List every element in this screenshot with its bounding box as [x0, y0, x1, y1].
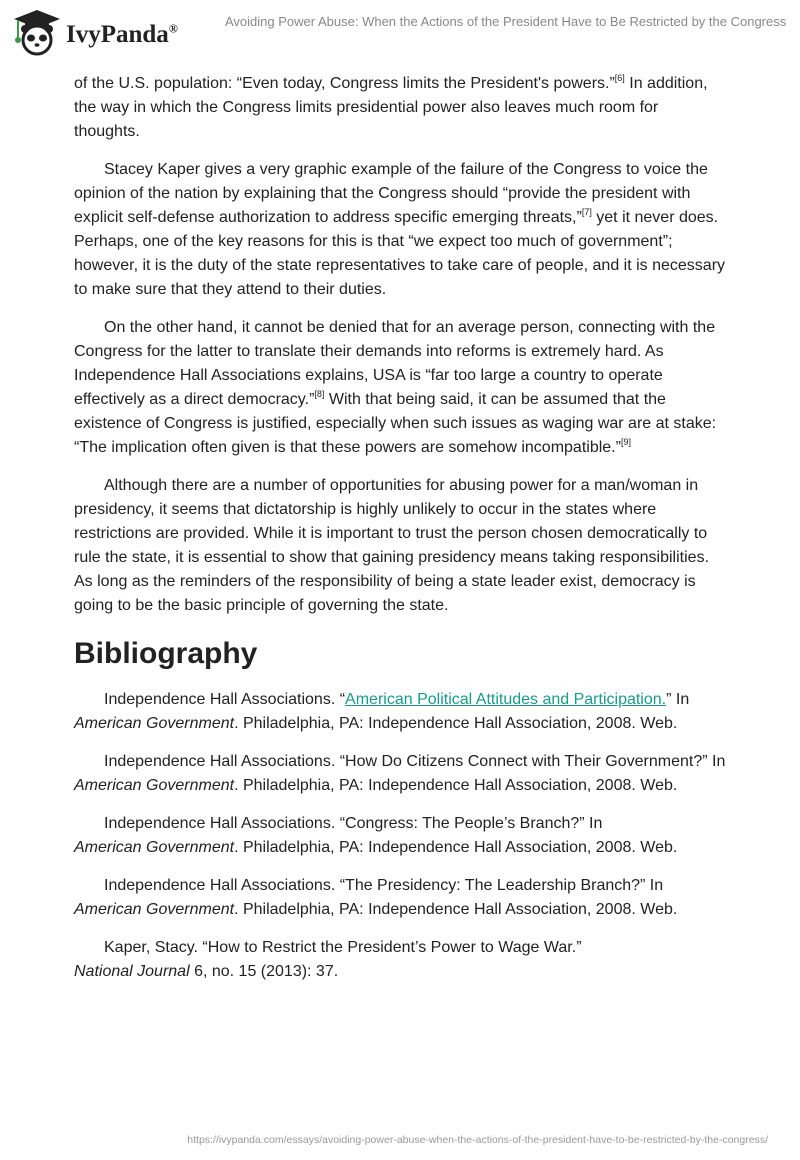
essay-content: [74, 72, 728, 998]
paragraph: [74, 474, 728, 618]
panda-graduate-icon: [12, 8, 62, 56]
entry-title: National Journal: [74, 963, 190, 980]
entry-text: . Philadelphia, PA: Independence Hall Association, 2008. Web.: [234, 715, 678, 732]
entry-text: . Philadelphia, PA: Independence Hall Association, 2008. Web.: [234, 901, 678, 918]
entry-text: Independence Hall Associations. “How Do Citizens Connect with Their Government?” In: [104, 753, 726, 770]
paragraph: [74, 158, 728, 302]
paragraph-text: Although there are a number of opportunities for abusing power for a man/woman in presidency, it seems that dictatorship is highly unlikely to occur in the states where restrictions are provided. While it is important to trust the person chosen democratically to rule the state, it is essential to show that gaining presidency means taking responsibilities. As long as the reminders of the responsibility of being a state leader exist, democracy is going to be the basic principle of governing the state.: [74, 477, 710, 614]
page-header: [0, 0, 800, 60]
entry-text: ” In: [666, 691, 690, 708]
bibliography-heading: Bibliography: [74, 637, 258, 670]
bibliography-entry: [74, 812, 728, 860]
entry-text: 6, no. 15 (2013): 37.: [189, 963, 339, 980]
bibliography-entry: [74, 688, 728, 736]
footnote-ref[interactable]: [7]: [581, 207, 592, 217]
entry-text: . Philadelphia, PA: Independence Hall Association, 2008. Web.: [234, 839, 678, 856]
paragraph-text: With that being said, it can be assumed that the existence of Congress is justified, especially when such issues as waging war are at stake: “The implication often given is that these powers are somehow incompatible.”: [74, 391, 717, 456]
paragraph-text: In addition, the way in which the Congress limits presidential power also leaves much room for thoughts.: [74, 75, 708, 140]
page-url[interactable]: https://ivypanda.com/essays/avoiding-power-abuse-when-the-actions-of-the-president-have-to-be-restricted-by-the-congress/: [187, 1134, 768, 1146]
footnote-ref[interactable]: [6]: [614, 73, 625, 83]
entry-title: American Government: [74, 777, 235, 794]
logo-text: IvyPanda: [66, 21, 169, 48]
footnote-ref[interactable]: [9]: [620, 437, 631, 447]
entry-text: Independence Hall Associations. “Congress: The People’s Branch?” In: [104, 815, 603, 832]
entry-title: American Government: [74, 839, 235, 856]
bibliography-entry: [74, 750, 728, 798]
registered-mark: ®: [168, 21, 178, 36]
entry-title: American Government: [74, 901, 235, 918]
entry-title: American Government: [74, 715, 235, 732]
paragraph-text: On the other hand, it cannot be denied that for an average person, connecting with the Congress for the latter to translate their demands into reforms is extremely hard. As Independence Hall Associations explains, USA is “far too large a country to operate effectively as a direct democracy.”: [74, 319, 716, 408]
entry-text: . Philadelphia, PA: Independence Hall Association, 2008. Web.: [234, 777, 678, 794]
paragraph: [74, 72, 728, 144]
entry-text: Kaper, Stacy. “How to Restrict the President’s Power to Wage War.”: [104, 939, 582, 956]
paragraph: [74, 316, 728, 460]
bibliography-entry: [74, 874, 728, 922]
paragraph-text: of the U.S. population: “Even today, Congress limits the President's powers.”: [74, 75, 615, 92]
paragraph-text: Stacey Kaper gives a very graphic example of the failure of the Congress to voice the opinion of the nation by explaining that the Congress should “provide the president with explicit self-defense authorization to address specific emerging threats,”: [74, 161, 708, 226]
footnote-ref[interactable]: [8]: [314, 389, 325, 399]
entry-text: Independence Hall Associations. “: [104, 691, 346, 708]
ivypanda-logo[interactable]: [12, 8, 178, 56]
document-title: Avoiding Power Abuse: When the Actions of the President Have to Be Restricted by the Congress: [225, 14, 787, 29]
source-link[interactable]: American Political Attitudes and Participation.: [345, 691, 667, 708]
entry-text: Independence Hall Associations. “The Presidency: The Leadership Branch?” In: [104, 877, 664, 894]
bibliography-entry: [74, 936, 728, 984]
paragraph-text: yet it never does. Perhaps, one of the key reasons for this is that “we expect too much of government”; however, it is the duty of the state representatives to take care of people, and it is necessary to make sure that they attend to their duties.: [74, 209, 726, 298]
